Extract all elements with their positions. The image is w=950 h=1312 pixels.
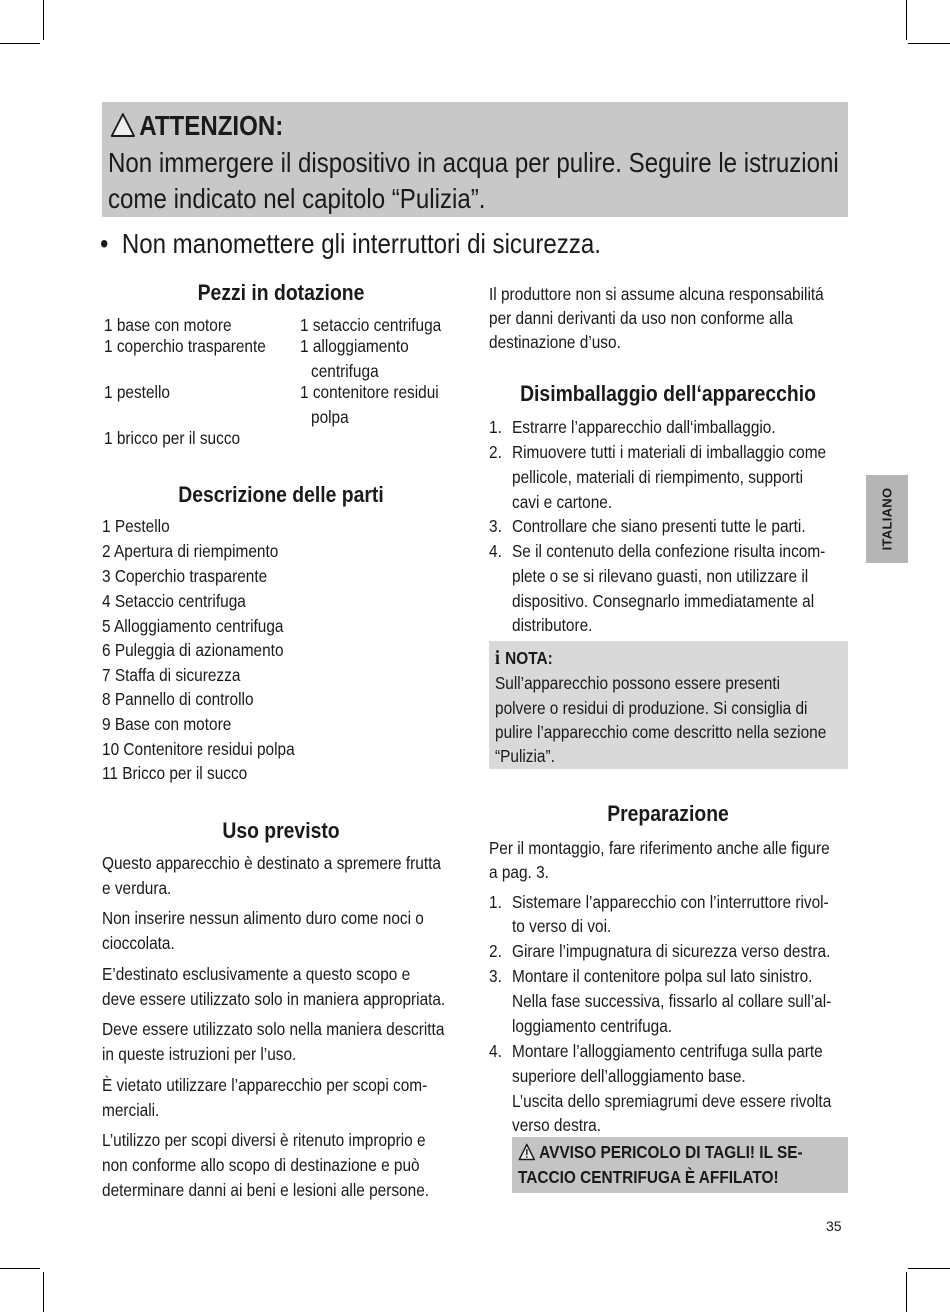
- note-line: polvere o residui di produzione. Si consiglia di: [495, 698, 808, 718]
- step-text: cavi e cartone.: [512, 492, 613, 512]
- crop-mark: [0, 1268, 40, 1269]
- prep-intro-line: a pag. 3.: [489, 862, 549, 882]
- uso-line: deve essere utilizzato solo in maniera appropriata.: [102, 989, 446, 1009]
- crop-mark: [906, 0, 907, 40]
- step-text: verso destra.: [512, 1115, 602, 1135]
- uso-line: E’destinato esclusivamente a questo scopo e: [102, 964, 411, 984]
- step-text: to verso di voi.: [512, 916, 612, 936]
- pezzi-item: polpa: [311, 407, 349, 427]
- note-box: [489, 641, 848, 769]
- warning-line: TACCIO CENTRIFUGA È AFFILATO!: [518, 1167, 779, 1187]
- liability-line: per danni derivanti da uso non conforme alla: [489, 308, 793, 328]
- parts-list-item: 1 Pestello: [102, 516, 170, 536]
- step-text: distributore.: [512, 615, 593, 635]
- parts-list-item: 9 Base con motore: [102, 714, 232, 734]
- attention-heading: ATTENZION:: [110, 110, 283, 142]
- step-number: 2.: [489, 442, 502, 462]
- step-text: Se il contenuto della confezione risulta incom-: [512, 541, 826, 561]
- step-text: loggiamento centrifuga.: [512, 1016, 673, 1036]
- step-text: Montare il contenitore polpa sul lato sinistro.: [512, 966, 813, 986]
- attention-line: come indicato nel capitolo “Pulizia”.: [108, 183, 486, 214]
- uso-line: Non inserire nessun alimento duro come noci o: [102, 908, 424, 928]
- note-line: Sull’apparecchio possono essere presenti: [495, 673, 781, 693]
- note-line: “Pulizia”.: [495, 746, 555, 766]
- crop-mark: [906, 1272, 907, 1312]
- step-number: 3.: [489, 966, 502, 986]
- uso-line: L’utilizzo per scopi diversi è ritenuto improprio e: [102, 1130, 426, 1150]
- liability-line: destinazione d’uso.: [489, 332, 621, 352]
- section-title-pezzi: Pezzi in dotazione: [197, 280, 365, 305]
- uso-line: È vietato utilizzare l’apparecchio per scopi com-: [102, 1075, 428, 1095]
- parts-list-item: 11 Bricco per il succo: [102, 763, 248, 783]
- step-text: Controllare che siano presenti tutte le parti.: [512, 516, 806, 536]
- step-text: L’uscita dello spremiagrumi deve essere rivolta: [512, 1091, 832, 1111]
- step-number: 2.: [489, 941, 502, 961]
- safety-bullet: • Non manomettere gli interruttori di sicurezza.: [100, 228, 601, 259]
- pezzi-item: 1 alloggiamento: [300, 336, 409, 356]
- step-number: 1.: [489, 417, 502, 437]
- uso-line: in queste istruzioni per l’uso.: [102, 1044, 297, 1064]
- section-title-descrizione: Descrizione delle parti: [178, 482, 384, 507]
- pezzi-item: 1 coperchio trasparente: [104, 336, 266, 356]
- section-title-disimballaggio: Disimballaggio dell‘apparecchio: [520, 381, 816, 406]
- uso-line: determinare danni ai beni e lesioni alle persone.: [102, 1180, 430, 1200]
- step-text: Girare l’impugnatura di sicurezza verso destra.: [512, 941, 831, 961]
- step-text: dispositivo. Consegnarlo immediatamente al: [512, 591, 815, 611]
- warning-icon: [110, 112, 136, 138]
- uso-line: Deve essere utilizzato solo nella maniera descritta: [102, 1019, 445, 1039]
- crop-mark: [43, 0, 44, 40]
- parts-list-item: 10 Contenitore residui polpa: [102, 739, 295, 759]
- crop-mark: [43, 1272, 44, 1312]
- note-heading: i NOTA:: [495, 647, 553, 669]
- parts-list-item: 8 Pannello di controllo: [102, 689, 254, 709]
- uso-line: cioccolata.: [102, 933, 175, 953]
- pezzi-item: 1 pestello: [104, 382, 170, 402]
- step-text: Nella fase successiva, fissarlo al collare sull’al-: [512, 991, 832, 1011]
- parts-list-item: 2 Apertura di riempimento: [102, 541, 279, 561]
- step-text: superiore dell’alloggiamento base.: [512, 1066, 746, 1086]
- step-text: Montare l’alloggiamento centrifuga sulla parte: [512, 1041, 823, 1061]
- warning-box: [512, 1137, 848, 1193]
- language-tab-label: ITALIANO: [879, 487, 895, 551]
- uso-line: Questo apparecchio è destinato a spremere frutta: [102, 853, 442, 873]
- crop-mark: [908, 1268, 950, 1269]
- uso-line: non conforme allo scopo di destinazione e può: [102, 1155, 420, 1175]
- parts-list-item: 6 Puleggia di azionamento: [102, 640, 284, 660]
- step-text: plete o se si rilevano guasti, non utilizzare il: [512, 566, 809, 586]
- step-number: 4.: [489, 541, 502, 561]
- step-number: 1.: [489, 892, 502, 912]
- parts-list-item: 7 Staffa di sicurezza: [102, 665, 241, 685]
- liability-line: Il produttore non si assume alcuna responsabilitá: [489, 284, 824, 304]
- pezzi-item: 1 bricco per il succo: [104, 428, 241, 448]
- section-title-preparazione: Preparazione: [607, 801, 729, 826]
- parts-list-item: 5 Alloggiamento centrifuga: [102, 616, 284, 636]
- parts-list-item: 3 Coperchio trasparente: [102, 566, 268, 586]
- pezzi-item: centrifuga: [311, 361, 379, 381]
- pezzi-item: 1 setaccio centrifuga: [300, 315, 442, 335]
- attention-line: Non immergere il dispositivo in acqua per pulire. Seguire le istruzioni: [108, 147, 839, 178]
- step-number: 3.: [489, 516, 502, 536]
- step-text: pellicole, materiali di riempimento, supporti: [512, 467, 804, 487]
- pezzi-item: 1 contenitore residui: [300, 382, 439, 402]
- section-title-uso: Uso previsto: [222, 818, 340, 843]
- crop-mark: [908, 43, 950, 44]
- uso-line: merciali.: [102, 1100, 160, 1120]
- crop-mark: [0, 43, 40, 44]
- language-tab: [866, 475, 908, 563]
- attention-box: [102, 102, 848, 217]
- step-number: 4.: [489, 1041, 502, 1061]
- pezzi-item: 1 base con motore: [104, 315, 232, 335]
- warning-line: AVVISO PERICOLO DI TAGLI! IL SE-: [518, 1140, 803, 1165]
- step-text: Sistemare l’apparecchio con l’interruttore rivol-: [512, 892, 829, 912]
- page-number: 35: [826, 1218, 842, 1234]
- info-icon: i: [495, 647, 500, 669]
- parts-list-item: 4 Setaccio centrifuga: [102, 591, 246, 611]
- prep-intro-line: Per il montaggio, fare riferimento anche alle figure: [489, 838, 830, 858]
- note-line: pulire l’apparecchio come descritto nella sezione: [495, 722, 827, 742]
- step-text: Rimuovere tutti i materiali di imballaggio come: [512, 442, 827, 462]
- uso-line: e verdura.: [102, 878, 172, 898]
- step-text: Estrarre l’apparecchio dall‘imballaggio.: [512, 417, 776, 437]
- warning-icon: [518, 1143, 536, 1161]
